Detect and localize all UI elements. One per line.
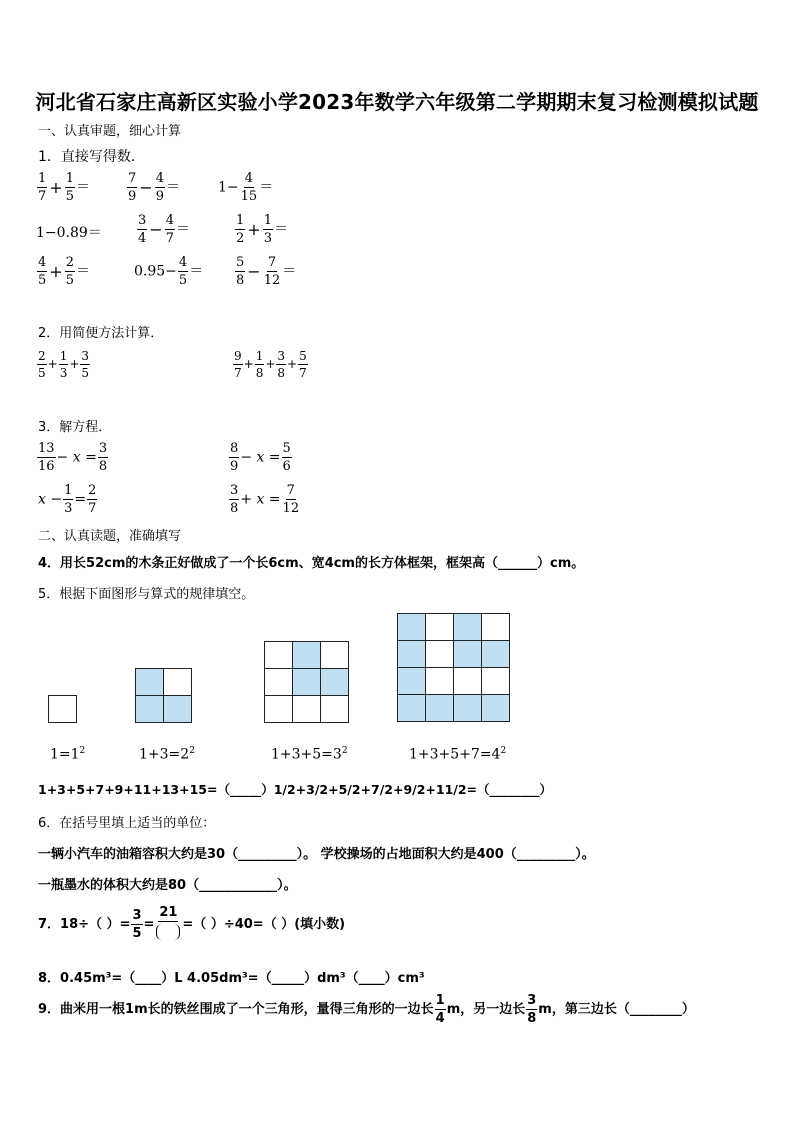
q1-item-7: $\frac{4}{5}$ + $\frac{2}{5}$ ＝ — [38, 255, 90, 288]
q9-text: 9．曲米用一根1m长的铁丝围成了一个三角形，量得三角形的一边长 $\frac{1}{4}$ m，另一边长 $\frac{3}{8}$ m，第三边长（________） — [38, 993, 695, 1026]
q5-fill-line: 1+3+5+7+9+11+13+15=（_____）1/2+3/2+5/2+7/2+9/2+11/2=（________） — [38, 782, 553, 797]
pattern-figure-1 — [48, 695, 77, 723]
pattern-figure-2 — [135, 668, 192, 723]
q2-label: 2．用简便方法计算． — [38, 326, 164, 341]
q1-label: 1．直接写得数． — [38, 149, 145, 165]
pattern-caption-2: $1+3=2^2$ — [139, 746, 195, 763]
q8-text: 8．0.45m³=（____）L 4.05dm³=（_____）dm³（____）cm³ — [38, 971, 425, 986]
pattern-caption-4: $1+3+5+7=4^2$ — [409, 746, 507, 763]
q3-equation-3: x − $\frac{1}{3}$ = $\frac{2}{7}$ — [38, 483, 97, 516]
q1-item-1: $\frac{1}{7}$ + $\frac{1}{5}$ ＝ — [38, 171, 90, 204]
q1-item-5: $\frac{3}{4}$ − $\frac{4}{7}$ ＝ — [138, 213, 190, 246]
q3-equation-1: $\frac{13}{16}$ − x = $\frac{3}{8}$ — [38, 441, 108, 474]
q3-equation-2: $\frac{8}{9}$ − x = $\frac{5}{6}$ — [230, 441, 291, 474]
q5-label: 5．根据下面图形与算式的规律填空。 — [38, 587, 255, 602]
section-1-heading: 一、认真审题，细心计算 — [38, 124, 182, 139]
q1-item-8: 0.95− $\frac{4}{5}$ ＝ — [134, 255, 204, 288]
q6-line-2: 一瓶墨水的体积大约是80（____________）。 — [38, 878, 297, 893]
q2-expression-right: $\frac{9}{7}$ + $\frac{1}{8}$ + $\frac{3}{8}$ + $\frac{5}{7}$ — [234, 349, 307, 380]
section-2-heading: 二、认真读题，准确填写 — [38, 529, 182, 544]
page-title: 河北省石家庄高新区实验小学2023年数学六年级第二学期期末复习检测模拟试题 — [35, 90, 759, 114]
pattern-figure-4 — [397, 613, 510, 722]
q2-expression-left: $\frac{2}{5}$ + $\frac{1}{3}$ + $\frac{3}{5}$ — [38, 349, 90, 380]
pattern-caption-3: $1+3+5=3^2$ — [271, 746, 348, 763]
pattern-figure-3 — [264, 641, 349, 723]
q4-text: 4．用长52cm的木条正好做成了一个长6cm、宽4cm的长方体框架，框架高（______）cm。 — [38, 556, 585, 571]
q3-label: 3．解方程． — [38, 420, 112, 435]
blank-paren — [156, 924, 180, 940]
q1-item-6: $\frac{1}{2}$ + $\frac{1}{3}$ ＝ — [236, 213, 288, 246]
pattern-caption-1: $1=1^2$ — [50, 746, 86, 763]
q1-item-9: $\frac{5}{8}$ − $\frac{7}{12}$ ＝ — [236, 255, 297, 288]
q1-item-4: 1−0.89＝ — [36, 225, 102, 241]
q3-equation-4: $\frac{3}{8}$ + x = $\frac{7}{12}$ — [230, 483, 300, 516]
q1-item-2: $\frac{7}{9}$ − $\frac{4}{9}$ ＝ — [128, 171, 180, 204]
q1-item-3: 1− $\frac{4}{15}$ ＝ — [218, 171, 274, 204]
q7-text: 7．18÷（ ）= $\frac{3}{5}$ = 21 =（ ）÷40=（ ）(填小数) — [38, 905, 346, 941]
q6-line-1: 一辆小汽车的油箱容积大约是30（_________）。 学校操场的占地面积大约是400（_________）。 — [38, 847, 595, 862]
q6-label: 6．在括号里填上适当的单位： — [38, 816, 216, 831]
